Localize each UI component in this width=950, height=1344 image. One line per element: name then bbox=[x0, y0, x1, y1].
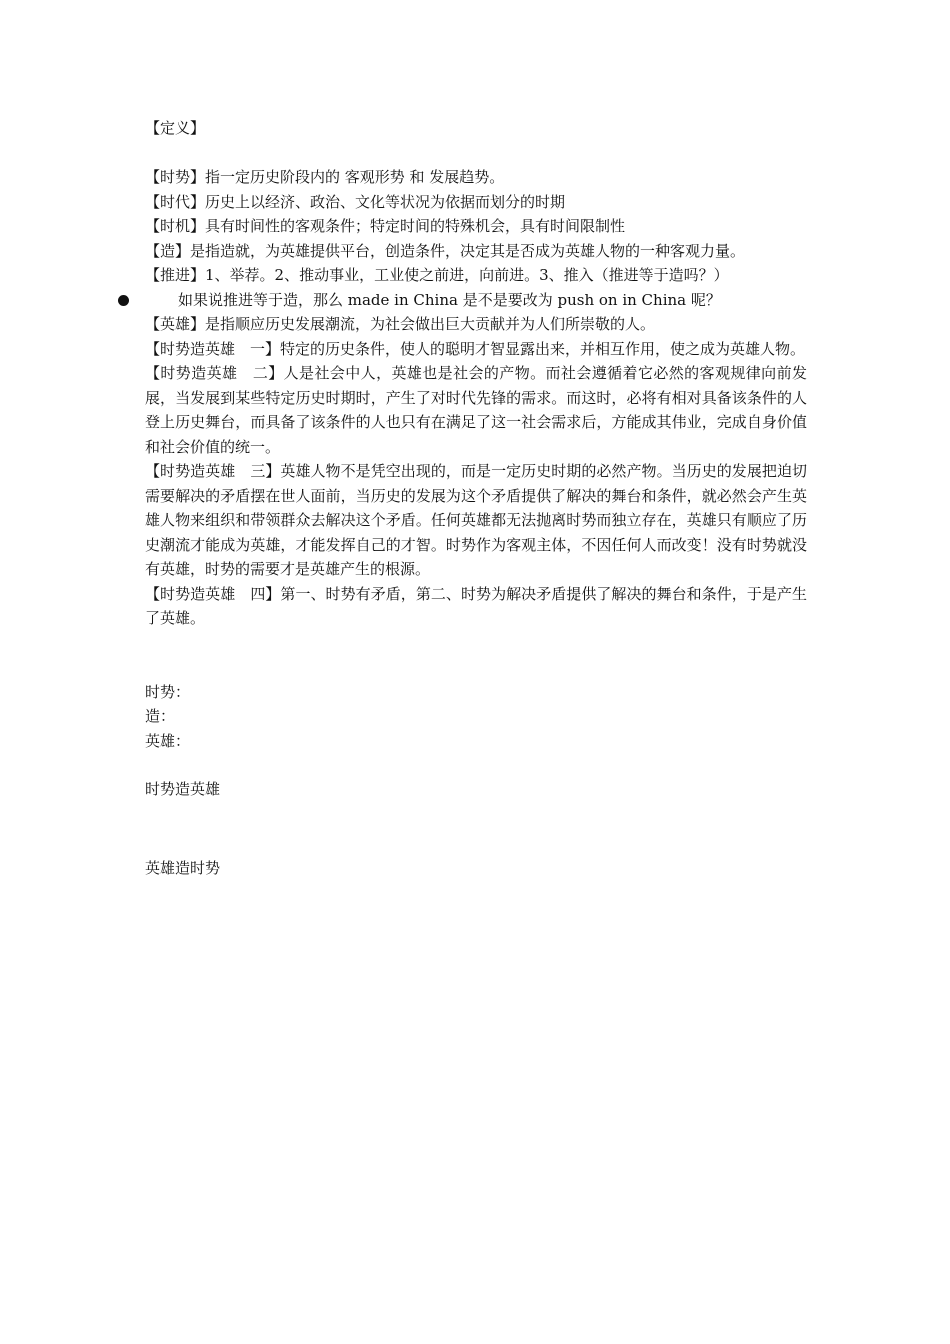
hero-point-one: 【时势造英雄 一】特定的历史条件，使人的聪明才智显露出来，并相互作用，使之成为英雄人物。 bbox=[145, 339, 806, 358]
spacer bbox=[145, 631, 807, 680]
definition-heading: 【定义】 bbox=[145, 119, 206, 137]
hero-point-four: 【时势造英雄 四】第一、时势有矛盾，第二、时势为解决矛盾提供了解决的舞台和条件，于是产生了英雄。 bbox=[145, 584, 807, 627]
definition-shiji: 【时机】具有时间性的客观条件；特定时间的特殊机会，具有时间限制性 bbox=[145, 217, 626, 235]
label-zao: 造： bbox=[145, 707, 176, 725]
definition-yingxiong: 【英雄】是指顺应历史发展潮流，为社会做出巨大贡献并为人们所崇敬的人。 bbox=[145, 315, 656, 333]
bullet-item bbox=[145, 288, 807, 313]
definition-shishi: 【时势】指一定历史阶段内的 客观形势 和 发展趋势。 bbox=[145, 168, 505, 186]
definition-tuijin: 【推进】1、举荐。2、推动事业，工业使之前进，向前进。3、推入（推进等于造吗？） bbox=[145, 266, 729, 284]
document-body bbox=[145, 116, 807, 880]
definition-shidai: 【时代】历史上以经济、政治、文化等状况为依据而划分的时期 bbox=[145, 192, 566, 211]
spacer bbox=[145, 753, 807, 777]
blank-line bbox=[145, 141, 807, 166]
section-title-times-make-heroes: 时势造英雄 bbox=[145, 780, 221, 798]
bullet-dot-icon bbox=[118, 295, 129, 306]
hero-point-three: 【时势造英雄 三】英雄人物不是凭空出现的，而是一定历史时期的必然产物。当历史的发展把迫切需要解决的矛盾摆在世人面前，当历史的发展为这个矛盾提供了解决的舞台和条件，就必然会产生英雄人物来组织和带领群众去解决这个矛盾。任何英雄都无法抛离时势而独立存在，英雄只有顺应了历史潮流才能成为英雄，才能发挥自己的才智。时势作为客观主体，不因任何人而改变！没有时势就没有英雄，时势的需要才是英雄产生的根源。 bbox=[145, 462, 807, 578]
bullet-text: 如果说推进等于造，那么 made in China 是不是要改为 push on in China 呢？ bbox=[178, 290, 721, 309]
label-shishi: 时势： bbox=[145, 682, 191, 701]
hero-point-two: 【时势造英雄 二】人是社会中人，英雄也是社会的产物。而社会遵循着它必然的客观规律向前发展，当发展到某些特定历史时期时，产生了对时代先锋的需求。而这时，必将有相对具备该条件的人登上历史舞台，而具备了该条件的人也只有在满足了这一社会需求后，方能成其伟业，完成自身价值和社会价值的统一。 bbox=[145, 364, 807, 456]
spacer bbox=[145, 802, 807, 856]
section-title-heroes-make-times: 英雄造时势 bbox=[145, 858, 221, 877]
definition-zao: 【造】是指造就，为英雄提供平台，创造条件，决定其是否成为英雄人物的一种客观力量。 bbox=[145, 241, 746, 260]
label-yingxiong: 英雄： bbox=[145, 731, 191, 750]
